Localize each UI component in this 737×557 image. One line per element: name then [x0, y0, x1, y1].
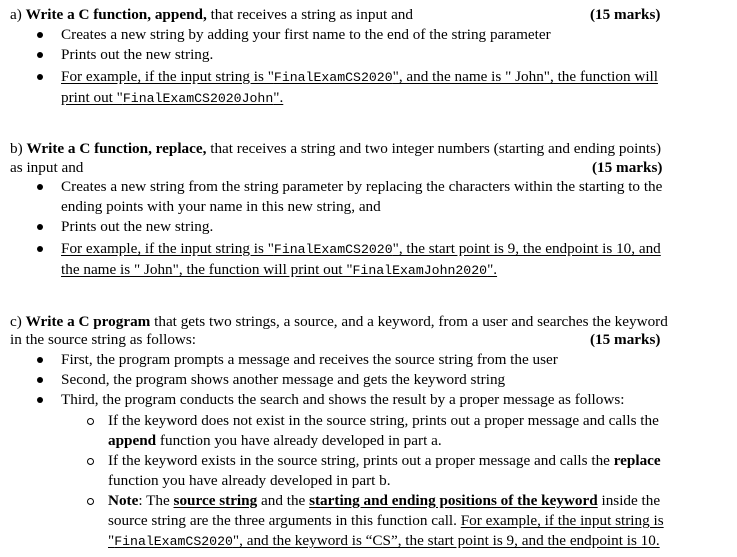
part-a-example-text: For example, if the input string is "	[61, 68, 274, 85]
part-a-example-text: ", and the name is " John", the function will	[392, 68, 658, 85]
part-a-bullet-2: Prints out the new string.	[61, 46, 214, 63]
part-b-heading-rest: that receives a string and two integer numbers (starting and ending points)	[206, 140, 662, 157]
bullet-icon	[37, 246, 43, 252]
circle-bullet-icon	[87, 458, 94, 465]
part-c-sub-2-text: If the keyword exists in the source string, prints out a proper message and calls the	[108, 452, 614, 469]
part-b-heading-line-2: as input and	[10, 159, 84, 176]
part-c-heading-rest: that gets two strings, a source, and a keyword, from a user and searches the keyword	[150, 313, 668, 330]
part-a-label: a)	[10, 6, 22, 23]
part-a-example-code: FinalExamCS2020	[273, 70, 393, 85]
bullet-icon	[37, 357, 43, 363]
part-a-example-line-1	[61, 67, 658, 87]
part-b-example-code: FinalExamCS2020	[273, 242, 393, 257]
part-c-bullet-2: Second, the program shows another message and gets the keyword string	[61, 371, 506, 388]
bullet-icon	[37, 397, 43, 403]
part-a-example-line-2	[61, 88, 283, 108]
part-c-sub-3-line-2	[108, 511, 664, 530]
part-c-sub-3-text: source string are the three arguments in this function call.	[108, 512, 461, 529]
circle-bullet-icon	[87, 418, 94, 425]
part-c-label: c)	[10, 313, 22, 330]
part-b-example-line-1	[61, 239, 661, 259]
part-a-heading-rest: that receives a string as input and	[206, 6, 413, 23]
part-b-example-text: the name is " John", the function will print out "	[61, 261, 353, 278]
append-keyword: append	[108, 432, 157, 449]
circle-bullet-icon	[87, 498, 94, 505]
part-a-title: Write a C function, append,	[25, 6, 207, 23]
part-c-sub-3-text: and the	[257, 492, 310, 509]
part-b-heading	[10, 139, 661, 158]
note-label: Note	[108, 492, 139, 509]
replace-keyword: replace	[613, 452, 661, 469]
part-c-sub-3-text: : The	[138, 492, 174, 509]
part-c-heading-line-2: in the source string as follows:	[10, 331, 197, 348]
part-c-bullet-1: First, the program prompts a message and receives the source string from the user	[61, 351, 558, 368]
part-c-example-code: FinalExamCS2020	[114, 534, 233, 549]
part-a-heading	[10, 5, 413, 24]
part-c-bullet-3: Third, the program conducts the search and shows the result by a proper message as follows:	[61, 391, 625, 408]
part-a-example-text: ".	[273, 89, 284, 106]
source-string-term: source string	[173, 492, 258, 509]
part-c-sub-3-line-3	[108, 531, 660, 551]
bullet-icon	[37, 377, 43, 383]
part-b-bullet-1-line-1: Creates a new string from the string parameter by replacing the characters within the starting to the	[61, 178, 663, 195]
part-a-example-code: FinalExamCS2020John	[122, 91, 274, 106]
part-b-example-text: ".	[487, 261, 498, 278]
part-b-bullet-2: Prints out the new string.	[61, 218, 214, 235]
part-b-example-code: FinalExamJohn2020	[352, 263, 488, 278]
part-a-bullet-1: Creates a new string by adding your first name to the end of the string parameter	[61, 26, 551, 43]
part-b-example-text: For example, if the input string is "	[61, 240, 274, 257]
part-b-title: Write a C function, replace,	[26, 140, 207, 157]
part-b-bullet-1-line-2: ending points with your name in this new string, and	[61, 198, 381, 215]
part-c-sub-2-line-2: function you have already developed in part b.	[108, 472, 391, 489]
part-c-example-text: ", and the keyword is “CS”, the start point is 9, and the endpoint is 10.	[232, 532, 660, 549]
keyword-positions-term: starting and ending positions of the keyword	[309, 492, 598, 509]
part-c-sub-1-line-2	[108, 431, 442, 450]
bullet-icon	[37, 32, 43, 38]
part-c-sub-3-line-1	[108, 491, 660, 510]
part-b-label: b)	[10, 140, 23, 157]
part-a-example-text: print out "	[61, 89, 123, 106]
part-c-title: Write a C program	[25, 313, 151, 330]
bullet-icon	[37, 74, 43, 80]
bullet-icon	[37, 52, 43, 58]
part-c-sub-1-text: function you have already developed in part a.	[156, 432, 442, 449]
part-c-example-text: "	[108, 532, 115, 549]
part-c-marks: (15 marks)	[590, 331, 661, 348]
part-b-example-line-2	[61, 260, 497, 280]
part-c-sub-3-text: inside the	[597, 492, 661, 509]
part-a-marks: (15 marks)	[590, 6, 661, 23]
part-c-sub-2-line-1	[108, 451, 661, 470]
bullet-icon	[37, 224, 43, 230]
part-b-example-text: ", the start point is 9, the endpoint is 10, and	[392, 240, 661, 257]
bullet-icon	[37, 184, 43, 190]
part-c-example-text: For example, if the input string is	[460, 512, 664, 529]
part-c-heading	[10, 312, 668, 331]
part-c-sub-1-line-1: If the keyword does not exist in the source string, prints out a proper message and calls the	[108, 412, 659, 429]
part-b-marks: (15 marks)	[592, 159, 663, 176]
